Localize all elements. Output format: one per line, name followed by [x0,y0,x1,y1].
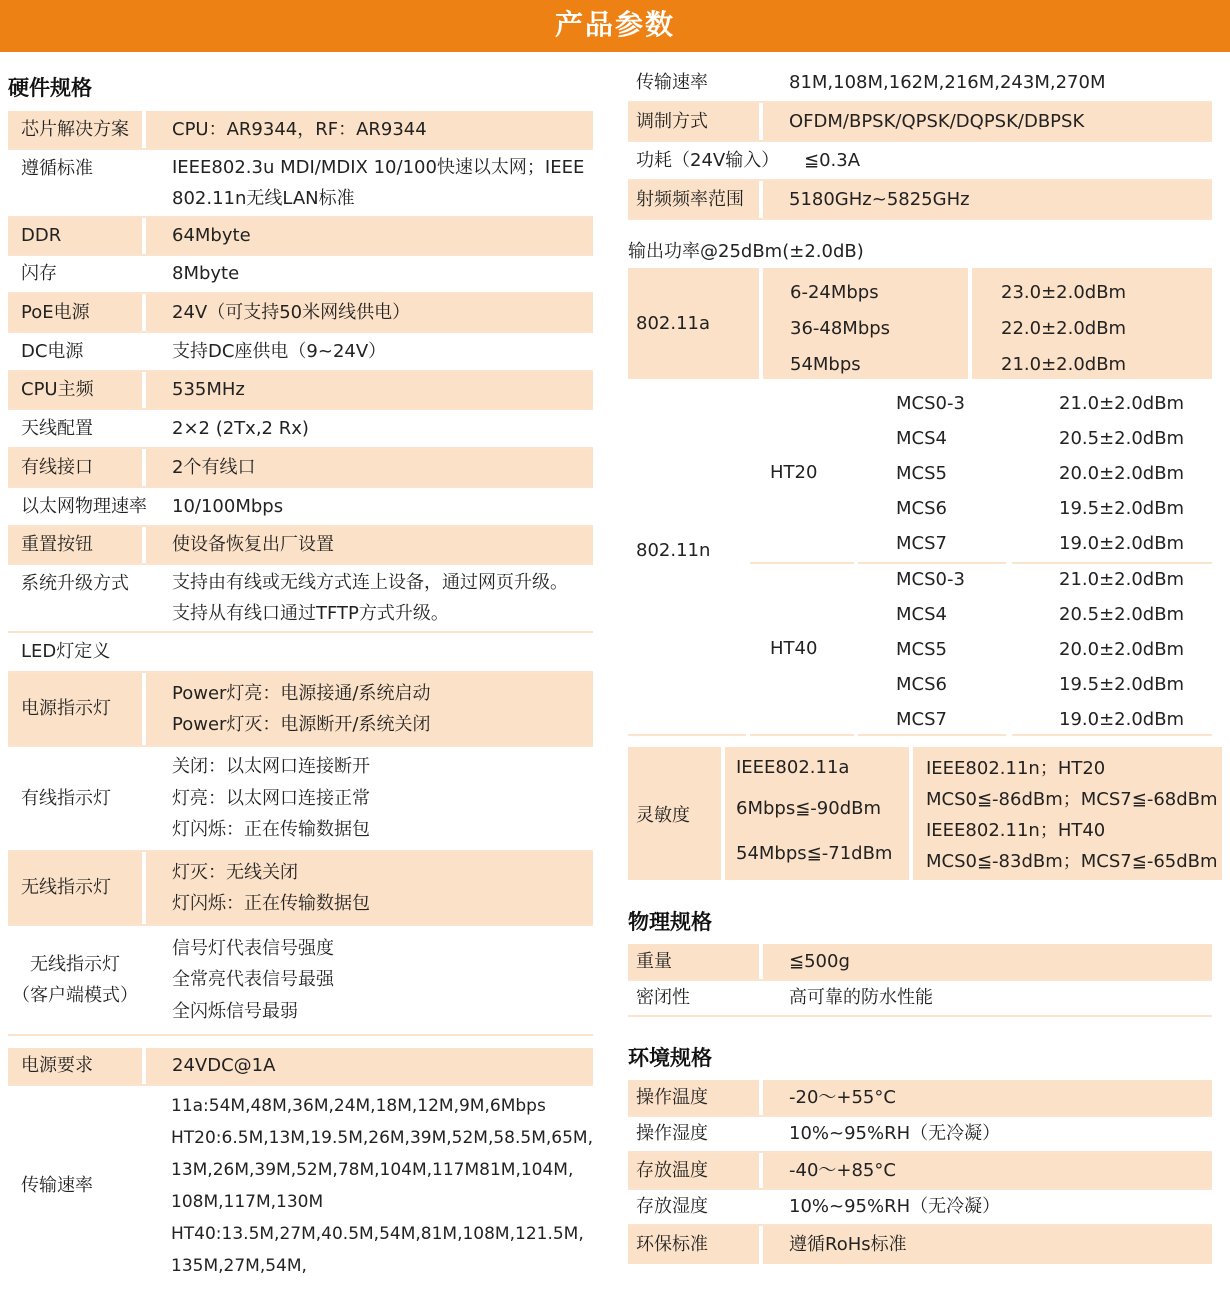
led-label: 有线指示灯 [21,787,111,809]
spec-label: 操作湿度 [636,1123,708,1145]
spec-row [8,256,593,294]
spec-row [8,488,593,527]
spec-label: DC电源 [21,340,84,362]
spec-row [628,1226,1212,1264]
physical-section-title: 物理规格 [628,910,712,934]
spec-label: CPU主频 [8,372,142,408]
spec-value: OFDM/BPSK/QPSK/DQPSK/DBPSK [763,103,1212,140]
page-title: 产品参数 [0,0,1230,52]
spec-value: 高可靠的防水性能 [789,987,933,1009]
spec-row [628,1153,1212,1190]
hardware-table [8,111,593,1286]
spec-value: 10%~95%RH（无冷凝） [789,1196,1001,1218]
spec-row [628,1117,1212,1153]
ht20-mcs-list: MCS0-3 MCS4 MCS5 MCS6 MCS7 [896,393,965,554]
spec-row [8,372,593,410]
spec-row [8,1048,593,1086]
spec-value: -40～+85°C [763,1153,1212,1188]
spec-value: 支持由有线或无线方式连上设备，通过网页升级。 支持从有线口通过TFTP方式升级。 [172,571,568,624]
spec-row [628,181,1212,220]
spec-value: 24VDC@1A [146,1048,593,1084]
spec-value: 11a:54M,48M,36M,24M,18M,12M,9M,6Mbps HT20:6.5M,13M,19.5M,26M,39M,52M,58.5M,65M, 13M,26M,39M,52M,78M,104M,117M81M,104M, 108M,117M,130M HT40:13.5M,27M,40.5M,54M,81M,108M,121.5M, 135M,27M,54M, [171,1096,593,1276]
spec-row [8,565,593,633]
led-label: 无线指示灯 [8,852,142,924]
spec-row [8,294,593,333]
spec-row [8,410,593,449]
spec-label: 操作温度 [628,1080,759,1115]
sensitivity-11a: IEEE802.11a 6Mbps≦-90dBm 54Mbps≦-71dBm [725,747,909,880]
spec-label: 密闭性 [636,987,690,1009]
spec-value: 535MHz [146,372,593,408]
spec-label: 重置按钮 [8,527,142,563]
ht20-power-list: 21.0±2.0dBm 20.5±2.0dBm 20.0±2.0dBm 19.5±2.0dBm 19.0±2.0dBm [1059,393,1185,554]
hardware-section-title: 硬件规格 [8,76,92,100]
spec-value: 24V（可支持50米网线供电） [146,294,593,331]
spec-value: 10/100Mbps [172,495,284,517]
spec-value: 遵循RoHs标准 [763,1226,1212,1264]
sensitivity-11n: IEEE802.11n；HT20 MCS0≦-86dBm；MCS7≦-68dBm IEEE802.11n；HT40 MCS0≦-83dBm；MCS7≦-65dBm [913,747,1222,880]
spec-label: 闪存 [21,263,57,285]
power-cell [972,268,1212,379]
spec-label: 遵循标准 [21,158,93,179]
spec-row [8,1086,593,1286]
ht40-label: HT40 [770,638,818,659]
ht40-power-list: 21.0±2.0dBm 20.5±2.0dBm 20.0±2.0dBm 19.5±2.0dBm 19.0±2.0dBm [1059,569,1185,730]
spec-row [628,103,1212,142]
spec-row [628,981,1212,1017]
spec-label: 芯片解决方案 [8,111,142,148]
spec-label: 传输速率 [21,1175,93,1197]
spec-value: CPU：AR9344，RF：AR9344 [146,111,593,148]
spec-value: 使设备恢复出厂设置 [146,527,593,563]
power-list: 23.0±2.0dBm 22.0±2.0dBm 21.0±2.0dBm [1001,282,1127,375]
spec-row [628,944,1212,981]
spec-label: 射频频率范围 [628,181,759,218]
led-row [8,673,593,747]
spec-label: 存放湿度 [636,1196,708,1218]
spec-label: 传输速率 [636,71,708,93]
spec-value: 10%~95%RH（无冷凝） [789,1123,1001,1145]
physical-table [628,944,1212,1017]
standard-label: 802.11a [628,268,759,379]
spec-row [8,527,593,565]
led-row [8,747,593,852]
spec-value: 81M,108M,162M,216M,243M,270M [789,71,1106,93]
spec-label: 系统升级方式 [21,573,129,594]
led-row [8,926,593,1036]
spec-row [8,218,593,256]
spec-value: 5180GHz~5825GHz [763,181,1212,218]
spec-label: 有线接口 [8,449,142,486]
led-row [8,852,593,926]
spec-row [8,111,593,150]
spec-label: 天线配置 [21,417,93,439]
spec-value: ≦500g [763,944,1212,979]
spec-value: IEEE802.3u MDI/MDIX 10/100快速以太网；IEEE 802.11n无线LAN标准 [172,156,585,209]
rate-list: 6-24Mbps 36-48Mbps 54Mbps [790,282,891,375]
ht40-mcs-list: MCS0-3 MCS4 MCS5 MCS6 MCS7 [896,569,965,730]
spec-value: 8Mbyte [172,263,240,285]
led-value: 关闭：以太网口连接断开 灯亮：以太网口连接正常 灯闪烁：正在传输数据包 [172,756,370,841]
spec-row [8,150,593,218]
led-label: 电源指示灯 [8,673,142,745]
led-title-row [8,633,593,673]
standard-label: 802.11n [636,540,711,561]
spec-value: ≦0.3A [804,149,861,171]
led-section-title: LED灯定义 [21,641,111,663]
spec-label: 环保标准 [628,1226,759,1264]
led-value: 信号灯代表信号强度 全常亮代表信号最强 全闪烁信号最弱 [172,937,334,1022]
spec-label: PoE电源 [8,294,142,331]
spec-value: 64Mbyte [146,218,593,254]
spec-value: 2个有线口 [146,449,593,486]
output-power-11n [628,384,1212,736]
ht20-label: HT20 [770,462,818,483]
output-power-title: 输出功率@25dBm(±2.0dB) [628,241,864,262]
spec-value: 2×2 (2Tx,2 Rx) [172,417,309,439]
wireless-table [628,64,1212,220]
spec-label: 功耗（24V输入） [636,149,780,171]
sensitivity-block [628,747,1222,880]
spec-row [628,1080,1212,1117]
spec-value: 支持DC座供电（9~24V） [172,340,387,362]
spec-row [628,64,1212,103]
environment-table [628,1080,1212,1264]
spec-label: 重量 [628,944,759,979]
spec-label: 电源要求 [8,1048,142,1084]
spec-value: -20～+55°C [763,1080,1212,1115]
spec-label: DDR [8,218,142,254]
spec-row [8,333,593,372]
spec-row [8,449,593,488]
environment-section-title: 环境规格 [628,1046,712,1070]
led-label: 无线指示灯 （客户端模式） [12,953,138,1006]
led-value: 灯灭：无线关闭 灯闪烁：正在传输数据包 [146,852,593,924]
spec-label: 存放温度 [628,1153,759,1188]
spec-row [628,142,1212,181]
spec-row [628,1190,1212,1226]
sensitivity-label: 灵敏度 [628,747,721,880]
spec-label: 调制方式 [628,103,759,140]
spec-label: 以太网物理速率 [21,495,147,517]
led-value: Power灯亮：电源接通/系统启动 Power灯灭：电源断开/系统关闭 [146,673,593,745]
output-power-11a [628,268,1212,379]
rate-cell [763,268,968,379]
